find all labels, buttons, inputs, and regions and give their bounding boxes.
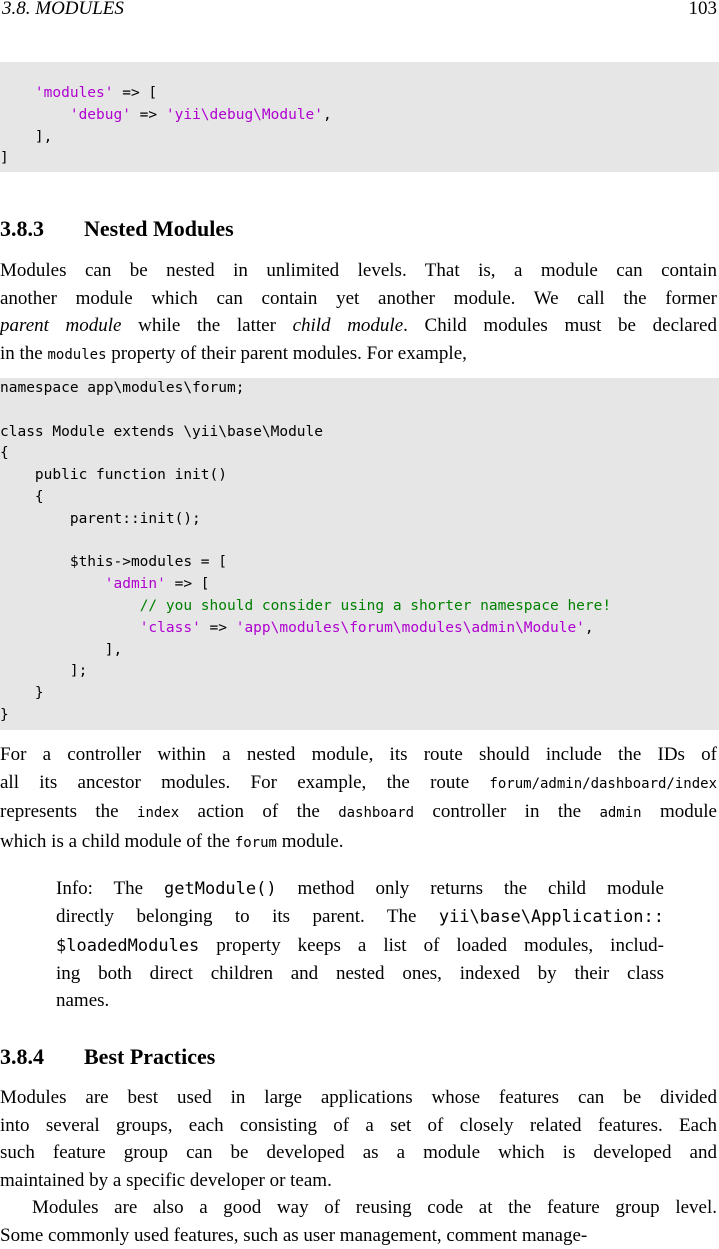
text-run: Modules are also a good way of reusing code at the feature group level. [32,1197,717,1218]
inline-code: modules [48,347,107,363]
text-run: ], [0,642,122,658]
inline-code: getModule() [164,879,277,899]
text-line [56,903,664,931]
code-line [0,127,719,149]
text-line [0,1139,717,1167]
text-run: maintained by a specific developer or team. [0,1170,332,1191]
inline-code: index [137,805,179,821]
text-run: ]; [0,663,87,679]
code-line [0,683,719,705]
text-run: such feature group can be developed as a module which is developed and [0,1142,717,1163]
text-run: => [ [166,576,210,592]
text-line [56,932,664,960]
text-run: } [0,707,9,723]
text-run [0,576,105,592]
text-run: Some commonly used features, such as user management, comment manage- [0,1225,587,1246]
text-run [0,620,140,636]
text-run [0,85,35,101]
code-line [0,574,719,596]
text-run: ], [0,129,52,145]
text-run: property of their parent modules. For example, [107,343,467,364]
paragraph-nested-intro [0,257,717,369]
inline-code: forum/admin/dashboard/index [489,776,717,792]
code-string: 'admin' [105,576,166,592]
text-run: ing both direct children and nested ones, indexed by their class [56,963,664,984]
text-line [56,987,664,1014]
code-line [0,487,719,509]
code-line [0,509,719,531]
text-line [0,1194,717,1222]
text-run: . Child modules must be declared [403,315,717,336]
text-line [0,340,717,370]
text-run: names. [56,990,109,1011]
text-run: $this->modules = [ [0,554,227,570]
text-run: Modules can be nested in unlimited levels. That is, a module can contain [0,260,717,281]
text-run: } [0,685,44,701]
inline-code: admin [599,805,641,821]
text-run [0,598,140,614]
code-string: 'yii\debug\Module' [166,107,323,123]
text-line [0,1222,717,1249]
code-line [0,443,719,465]
text-run: { [0,489,44,505]
text-run: => [ [114,85,158,101]
code-line [0,83,719,105]
text-run: public function init() [0,467,227,483]
text-run: => [131,107,166,123]
text-run: , [323,107,332,123]
section-title: Best Practices [84,1044,215,1069]
text-run: module. [277,831,344,852]
code-line [0,596,719,618]
info-box [56,875,664,1014]
section-number: 3.8.3 [0,216,84,242]
paragraph-reuse [0,1194,717,1249]
text-run: parent::init(); [0,511,201,527]
code-line [0,148,719,170]
section-heading-best-practices [0,1044,215,1070]
code-line [0,618,719,640]
text-line [0,1167,717,1195]
text-run: in the [0,343,48,364]
paragraph-best-practices [0,1084,717,1194]
inline-code: $loadedModules [56,936,199,956]
inline-code: forum [235,835,277,851]
text-line [0,285,717,313]
inline-code: yii\base\Application:: [439,907,664,927]
section-heading-nested-modules [0,216,234,242]
text-run: ] [0,150,9,166]
code-block-nested-module [0,378,719,730]
text-run: into several groups, each consisting of a set of closely related features. Each [0,1115,717,1136]
code-line [0,531,719,553]
text-run: property keeps a list of loaded modules, includ- [199,935,664,956]
section-number: 3.8.4 [0,1044,84,1070]
text-run: while the latter [122,315,293,336]
paragraph-nested-route [0,741,717,857]
text-line [56,875,664,903]
text-run: controller in the [414,801,599,822]
text-run: which is a child module of the [0,831,235,852]
page-number: 103 [689,0,718,20]
running-head-section: 3.8. MODULES [2,0,124,20]
code-string: 'app\modules\forum\modules\admin\Module' [236,620,585,636]
text-line [0,257,717,285]
code-string: 'modules' [35,85,114,101]
text-line [0,828,717,858]
code-line [0,378,719,400]
code-line [0,400,719,422]
text-line [0,769,717,799]
section-title: Nested Modules [84,216,234,241]
code-line [0,105,719,127]
text-run: Info: The [56,878,164,899]
text-run: action of the [179,801,338,822]
code-line [0,465,719,487]
text-run: { [0,445,9,461]
text-run: => [201,620,236,636]
code-line [0,552,719,574]
text-line [0,312,717,340]
code-string: 'debug' [70,107,131,123]
text-line [0,1112,717,1140]
emphasis-text: parent module [0,315,122,336]
text-run: module [642,801,717,822]
code-line [0,422,719,444]
text-run: directly belonging to its parent. The [56,906,439,927]
text-line [0,798,717,828]
text-run: For a controller within a nested module, its route should include the IDs of [0,744,717,765]
code-string: 'class' [140,620,201,636]
text-line [0,1084,717,1112]
code-line [0,640,719,662]
text-line [56,960,664,987]
code-line [0,705,719,727]
code-line [0,661,719,683]
text-run: another module which can contain yet another module. We call the former [0,288,717,309]
text-run: class Module extends \yii\base\Module [0,424,323,440]
text-run: , [585,620,594,636]
code-comment: // you should consider using a shorter namespace here! [140,598,611,614]
text-run: Modules are best used in large applications whose features can be divided [0,1087,717,1108]
inline-code: dashboard [338,805,414,821]
text-run: represents the [0,801,137,822]
text-line [0,741,717,769]
code-block-modules-config [0,62,719,172]
text-run: namespace app\modules\forum; [0,380,244,396]
text-run: method only returns the child module [277,878,664,899]
text-run: all its ancestor modules. For example, the route [0,772,489,793]
text-run [0,107,70,123]
emphasis-text: child module [293,315,404,336]
